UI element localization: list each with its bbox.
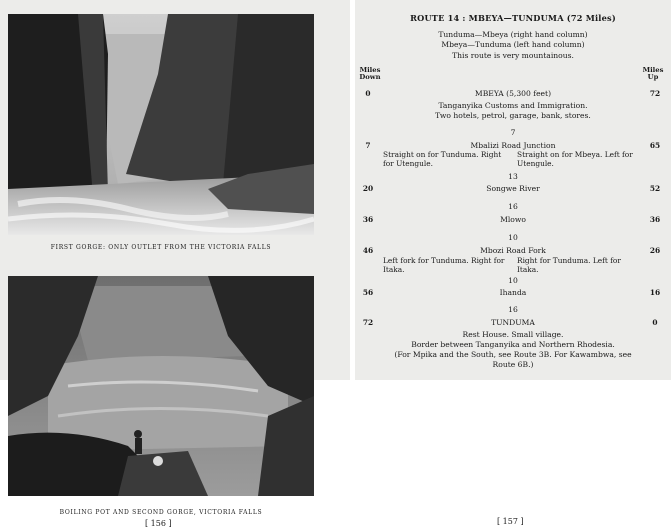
miles-up: 65 xyxy=(649,141,661,150)
direction-note-right: Right for Tunduma. Left for Itaka. xyxy=(517,256,621,274)
stop-note: Route 6B.) xyxy=(492,360,534,369)
stop-note: Two hotels, petrol, garage, bank, stores. xyxy=(435,111,591,120)
miles-down: 20 xyxy=(362,184,374,193)
stop-name: TUNDUMA xyxy=(491,318,535,327)
stop-name: Ihanda xyxy=(499,288,527,297)
gorge-photo xyxy=(8,14,314,235)
stop-name: Mbozi Road Fork xyxy=(480,246,546,255)
direction-note-right: Straight on for Mbeya. Left for Utengule. xyxy=(517,150,633,168)
page-number-left: [ 156 ] xyxy=(145,519,172,528)
photo-caption-bottom: BOILING POT AND SECOND GORGE, VICTORIA FALLS xyxy=(59,509,263,516)
intro-line: Mbeya—Tunduma (left hand column) xyxy=(441,40,585,49)
route-table xyxy=(355,0,671,380)
miles-down: 7 xyxy=(365,141,371,150)
right-page xyxy=(355,0,671,531)
miles-down: 72 xyxy=(362,318,374,327)
page-number-right: [ 157 ] xyxy=(497,517,524,526)
distance-gap: 10 xyxy=(508,276,518,285)
direction-note-left: Straight on for Tunduma. Right for Utengule. xyxy=(383,150,502,168)
stop-note: Border between Tanganyika and Northern Rhodesia. xyxy=(411,340,615,349)
photo-caption-top: FIRST GORGE: ONLY OUTLET FROM THE VICTORIA FALLS xyxy=(50,244,272,251)
distance-gap: 16 xyxy=(508,202,518,211)
stop-name: Mbalizi Road Junction xyxy=(470,141,556,150)
miles-up: 36 xyxy=(649,215,661,224)
stop-name: Songwe River xyxy=(486,184,540,193)
miles-down: 46 xyxy=(362,246,374,255)
miles-up: 16 xyxy=(649,288,661,297)
miles-up: 0 xyxy=(652,318,658,327)
intro-line: Tunduma—Mbeya (right hand column) xyxy=(438,30,588,39)
distance-gap: 7 xyxy=(510,128,516,137)
miles-up: 72 xyxy=(649,89,661,98)
direction-note-left: Left fork for Tunduma. Right for Itaka. xyxy=(383,256,505,274)
stop-note: Tanganyika Customs and Immigration. xyxy=(438,101,588,110)
miles-down: 56 xyxy=(362,288,374,297)
miles-down: 0 xyxy=(365,89,371,98)
stop-note: (For Mpika and the South, see Route 3B. For Kawambwa, see xyxy=(394,350,632,359)
boiling-pot-photo xyxy=(8,276,314,496)
intro-line: This route is very mountainous. xyxy=(452,51,574,60)
miles-up-header: Miles Up xyxy=(642,66,664,81)
stop-name: Mlowo xyxy=(500,215,526,224)
stop-name: MBEYA (5,300 feet) xyxy=(474,89,552,98)
miles-down: 36 xyxy=(362,215,374,224)
miles-down-header: Miles Down xyxy=(359,66,381,81)
distance-gap: 13 xyxy=(508,172,518,181)
distance-gap: 10 xyxy=(508,233,518,242)
miles-up: 26 xyxy=(649,246,661,255)
distance-gap: 16 xyxy=(508,305,518,314)
miles-up: 52 xyxy=(649,184,661,193)
route-title: ROUTE 14 : MBEYA—TUNDUMA (72 Miles) xyxy=(410,13,616,23)
stop-note: Rest House. Small village. xyxy=(462,330,564,339)
